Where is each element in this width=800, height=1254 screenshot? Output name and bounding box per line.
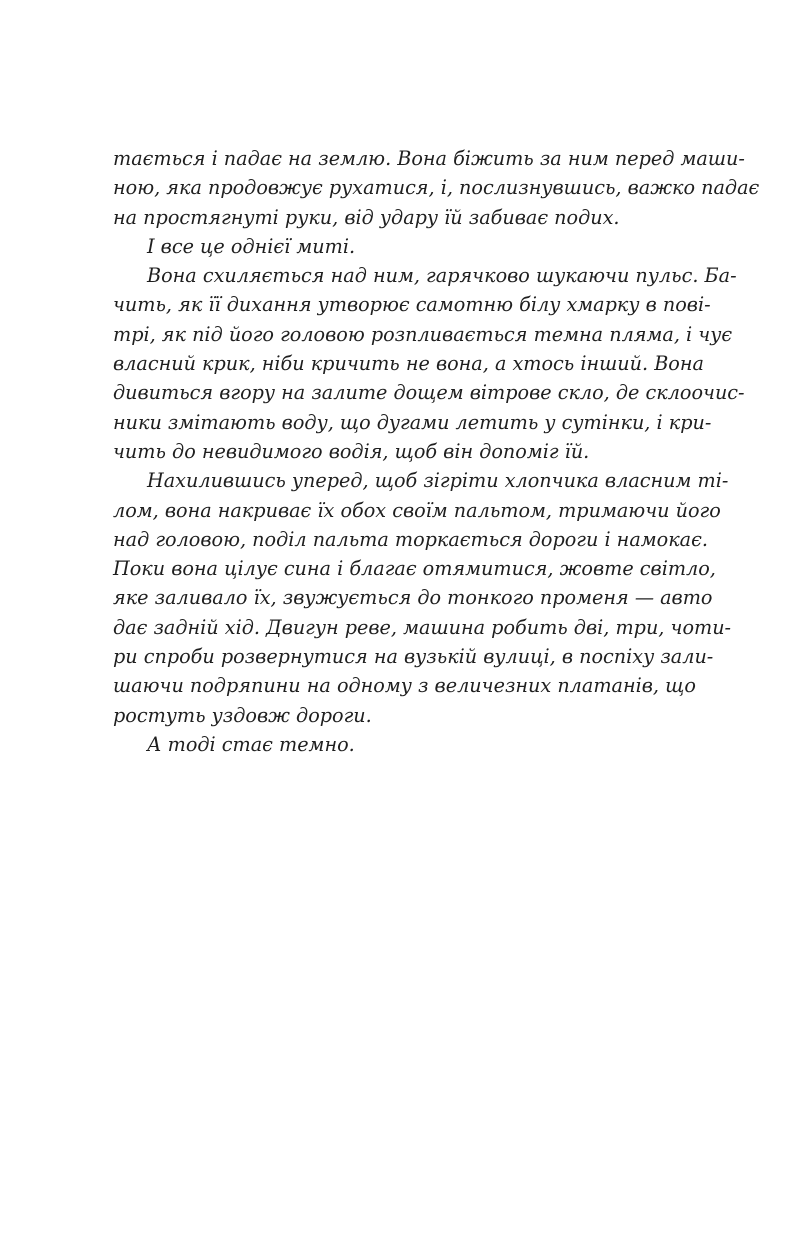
- text-line: І все це однієї миті.: [147, 234, 356, 258]
- paragraph-3: [113, 261, 745, 466]
- text-line: яке заливало їх, звужується до тонкого променя — авто: [113, 586, 713, 610]
- text-line: Вона схиляється над ним, гарячково шукаючи пульс. Ба-: [147, 264, 737, 288]
- text-line: ростуть уздовж дороги.: [113, 703, 372, 727]
- text-line: ники змітають воду, що дугами летить у сутінки, і кри-: [113, 410, 712, 434]
- text-line: на простягнуті руки, від удару їй забиває подих.: [113, 205, 620, 229]
- paragraph-5: [113, 730, 688, 759]
- text-line: трі, як під його головою розпливається темна пляма, і чує: [113, 322, 733, 346]
- text-line: тається і падає на землю. Вона біжить за ним перед маши-: [113, 147, 745, 170]
- text-line: дає задній хід. Двигун реве, машина робить дві, три, чоти-: [113, 615, 732, 639]
- text-line: Нахилившись уперед, щоб зігріти хлопчика власним ті-: [147, 469, 729, 493]
- text-line: ною, яка продовжує рухатися, і, послизнувшись, важко падає: [113, 176, 760, 200]
- paragraph-4: [113, 466, 732, 730]
- text-line: Поки вона цілує сина і благає отямитися, жовте світло,: [113, 557, 716, 581]
- text-line: А тоді стає темно.: [147, 732, 355, 756]
- paragraph-2: [113, 232, 688, 261]
- text-line: шаючи подряпини на одному з величезних платанів, що: [113, 674, 696, 698]
- text-line: власний крик, ніби кричить не вона, а хтось інший. Вона: [113, 352, 704, 376]
- text-line: лом, вона накриває їх обох своїм пальтом, тримаючи його: [113, 498, 721, 522]
- paragraph-1: [113, 144, 760, 232]
- text-line: чить, як її дихання утворює самотню білу хмарку в пові-: [113, 293, 711, 317]
- text-line: ри спроби розвернутися на вузькій вулиці, в поспіху зали-: [113, 645, 714, 669]
- text-line: чить до невидимого водія, щоб він допоміг їй.: [113, 439, 590, 463]
- body-text: [113, 144, 760, 759]
- text-line: над головою, поділ пальта торкається дороги і намокає.: [113, 527, 708, 551]
- text-line: дивиться вгору на залите дощем вітрове скло, де склоочис-: [113, 381, 745, 405]
